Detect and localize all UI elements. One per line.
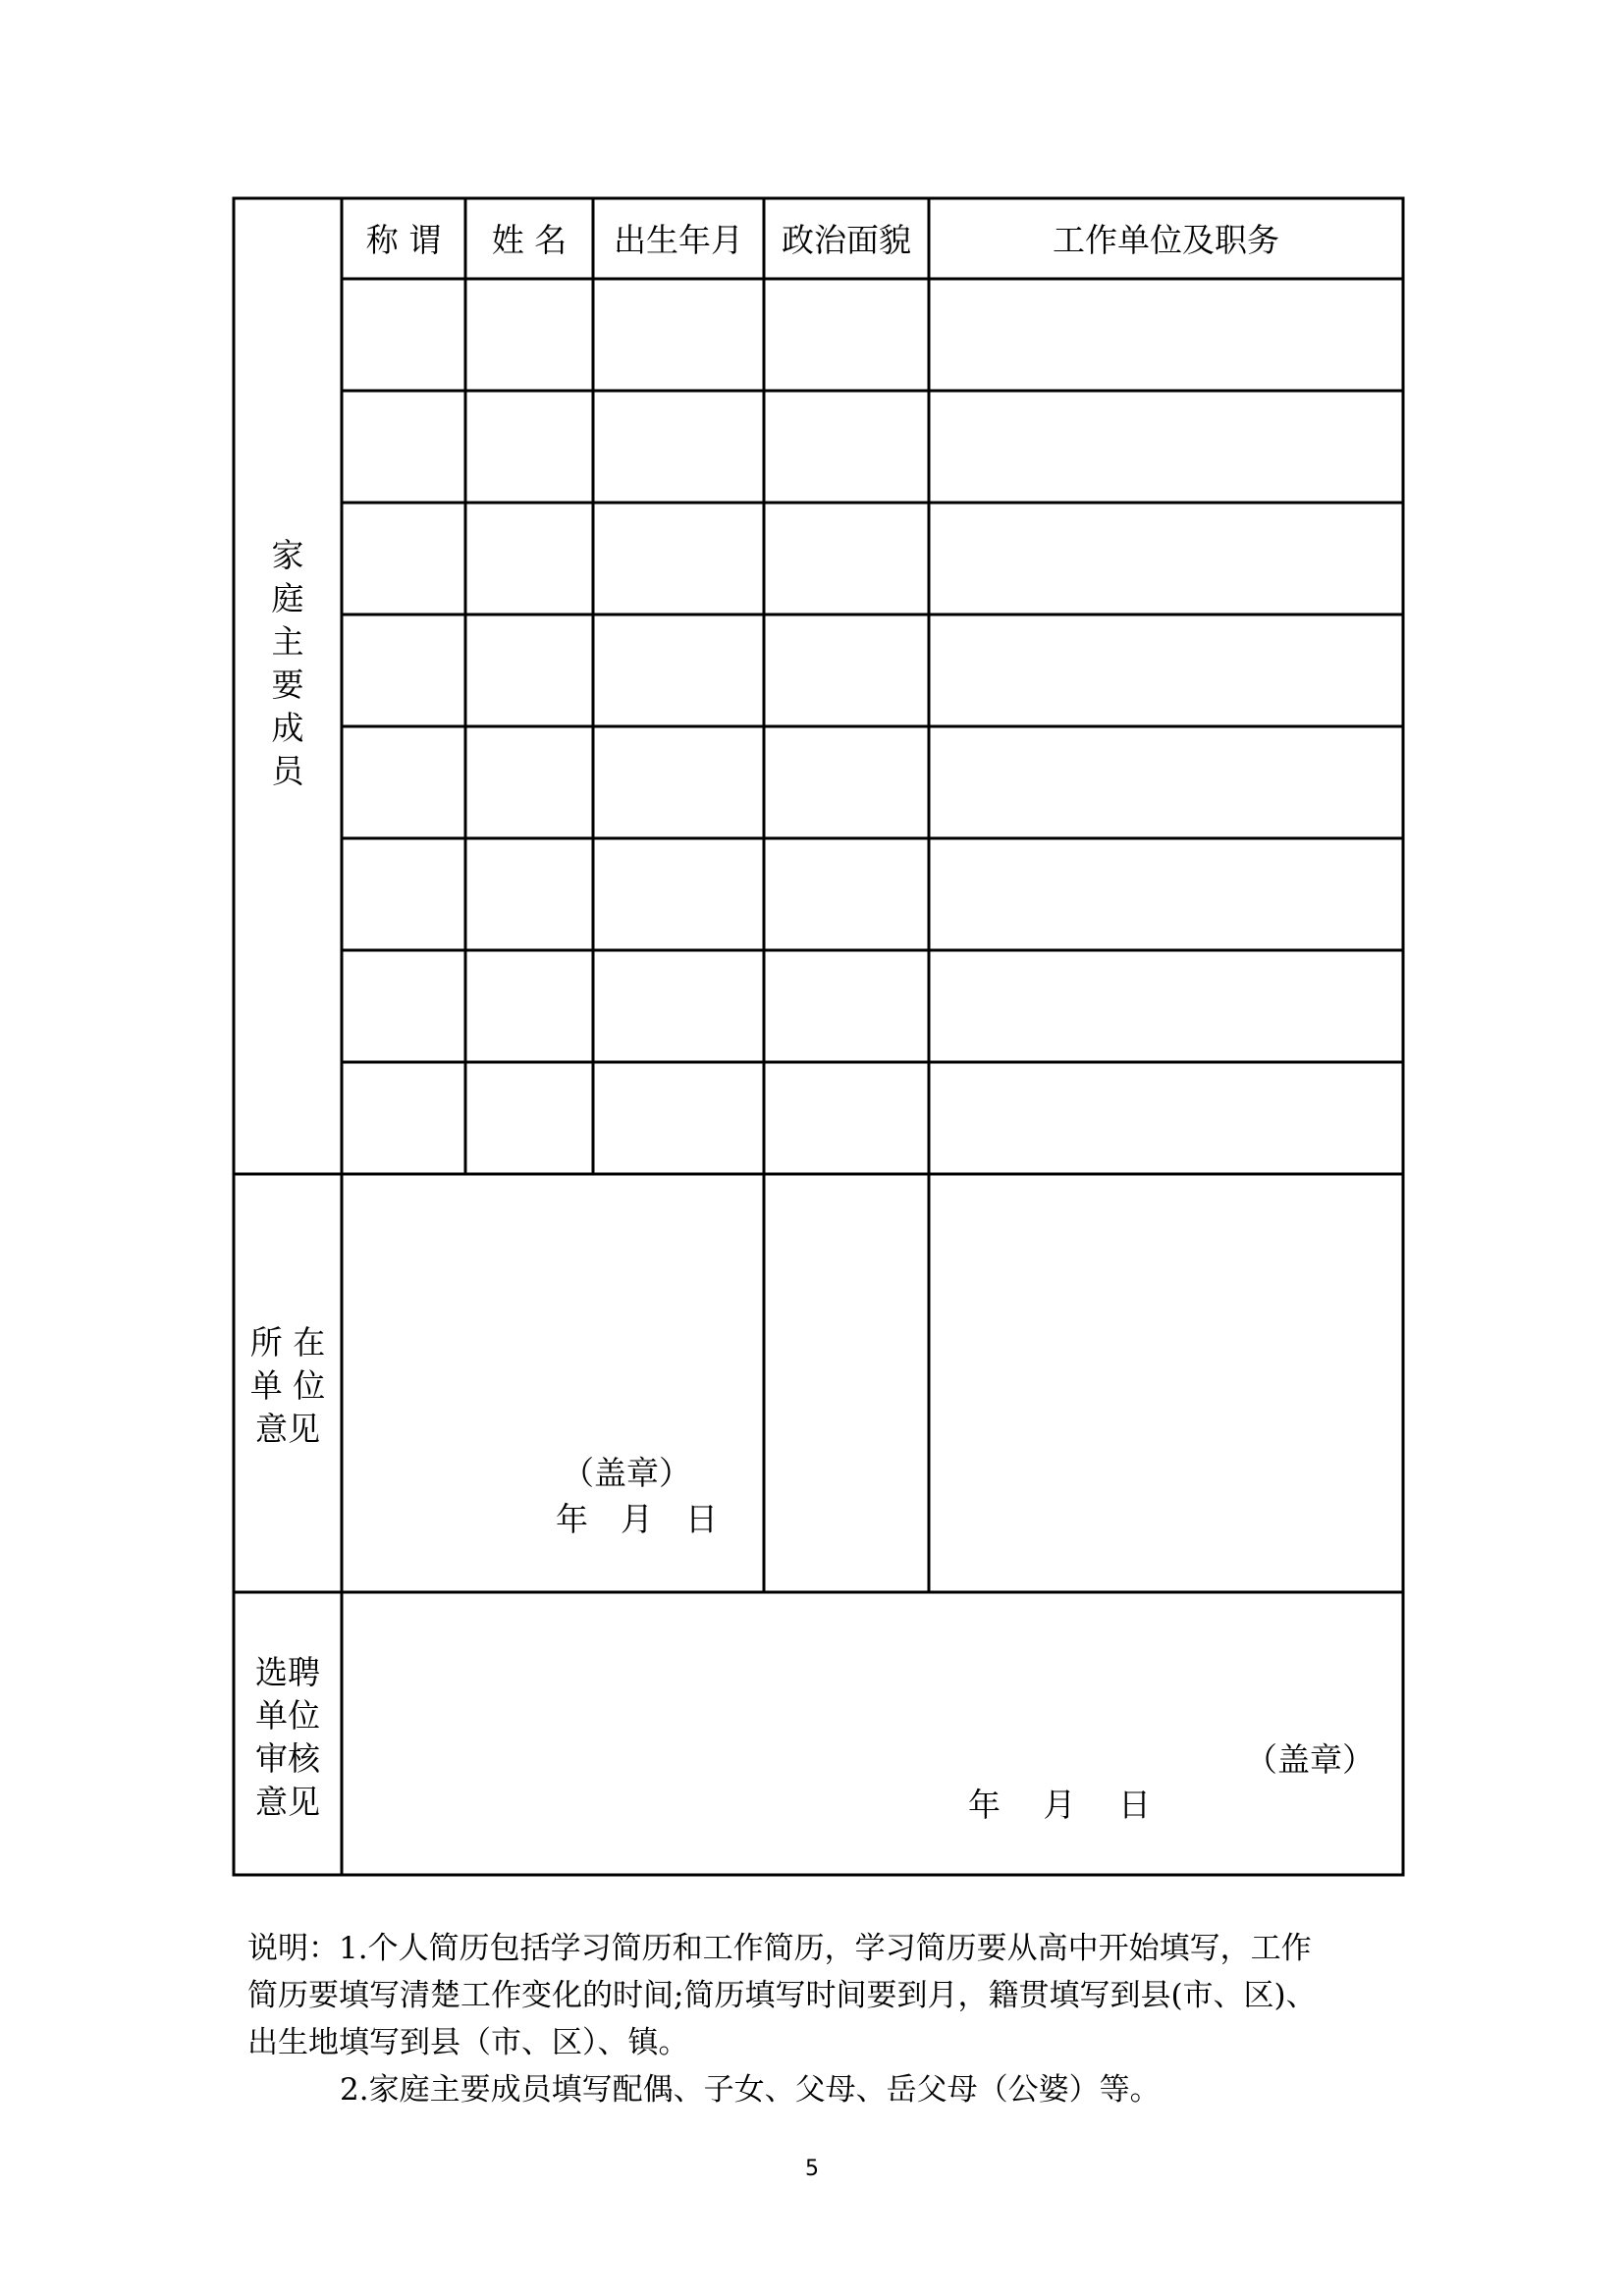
note-line-3: 出生地填写到县（市、区）、镇。 xyxy=(247,2025,689,2060)
unit-opinion-label-line: 意见 xyxy=(255,1410,320,1448)
family-members-label xyxy=(263,534,312,793)
unit-opinion-label xyxy=(236,1321,340,1451)
header-birth-date: 出生年月 xyxy=(614,221,743,259)
unit-opinion-seal: （盖章） xyxy=(562,1454,691,1492)
note-line-1: 说明：1.个人简历包括学习简历和工作简历，学习简历要从高中开始填写，工作 xyxy=(247,1931,1312,1966)
family-label-char: 家 xyxy=(271,536,304,574)
header-name: 姓 名 xyxy=(491,221,568,259)
family-label-char: 主 xyxy=(271,622,304,661)
note-line-2: 简历要填写清楚工作变化的时间;简历填写时间要到月，籍贯填写到县(市、区)、 xyxy=(247,1978,1317,2013)
unit-opinion-label-line: 所 在 xyxy=(249,1323,326,1362)
unit-opinion-label-line: 单 位 xyxy=(249,1366,326,1405)
review-opinion-label-line: 单位 xyxy=(255,1696,320,1735)
page-number: 5 xyxy=(805,2157,819,2181)
review-opinion-seal: （盖章） xyxy=(1245,1740,1375,1779)
review-opinion-label-line: 选聘 xyxy=(255,1653,320,1691)
header-workplace-position: 工作单位及职务 xyxy=(1053,221,1279,259)
header-relation: 称 谓 xyxy=(365,221,442,259)
family-label-char: 庭 xyxy=(271,579,304,617)
review-opinion-label-line: 审核 xyxy=(255,1739,320,1778)
family-label-char: 成 xyxy=(271,709,304,747)
review-opinion-date: 年 月 日 xyxy=(968,1786,1151,1824)
review-opinion-label xyxy=(236,1651,340,1824)
review-opinion-label-line: 意见 xyxy=(255,1783,320,1821)
unit-opinion-date: 年 月 日 xyxy=(556,1500,718,1538)
family-label-char: 员 xyxy=(271,752,304,790)
family-label-char: 要 xyxy=(271,666,304,704)
header-political-status: 政治面貌 xyxy=(782,221,911,259)
note-line-4: 2.家庭主要成员填写配偶、子女、父母、岳父母（公婆）等。 xyxy=(340,2072,1161,2108)
